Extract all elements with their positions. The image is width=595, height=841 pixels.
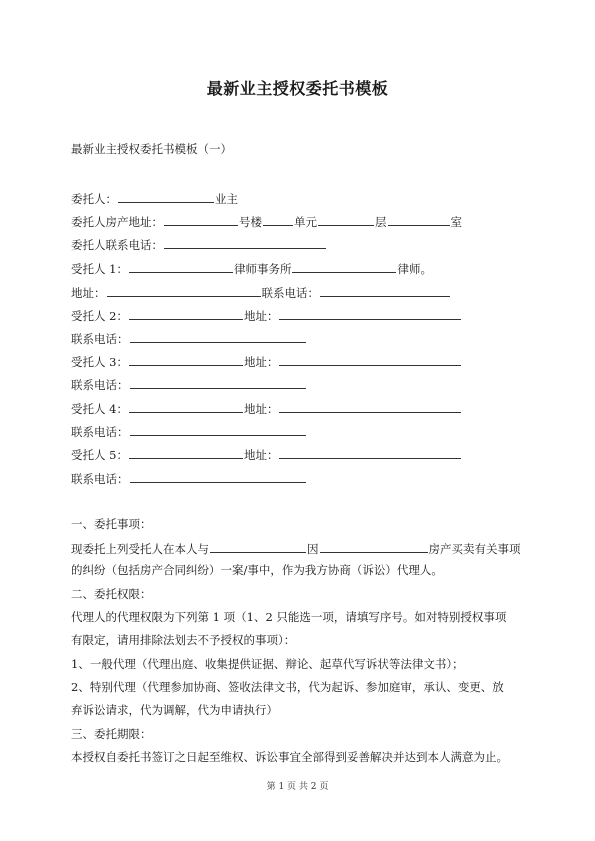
agent2-phone-blank[interactable] (130, 330, 306, 343)
section2-line1: 代理人的代理权限为下列第 1 项（1、2 只能选一项，请填写序号。如对特别授权事项 (71, 610, 507, 624)
agent4-address-blank[interactable] (279, 400, 461, 413)
agent1-firm-blank[interactable] (292, 260, 396, 273)
agent5-name-blank[interactable] (129, 446, 243, 459)
agent1-name-blank[interactable] (129, 260, 233, 273)
page-footer: 第 1 页 共 2 页 (266, 782, 329, 792)
principal-label: 委托人： (71, 192, 117, 206)
section2-special-agency-line2: 弃诉讼请求，代为调解，代为申请执行） (71, 703, 278, 717)
agent4-name-blank[interactable] (129, 400, 243, 413)
section1-paragraph-line1 (71, 540, 521, 556)
property-address-label: 委托人房产地址： (71, 215, 163, 229)
floor-label: 层 (375, 215, 387, 229)
agent4-label: 受托人 4： (71, 402, 128, 416)
floor-blank[interactable] (318, 213, 374, 226)
principal-blank[interactable] (118, 190, 214, 203)
section3-paragraph: 本授权自委托书签订之日起至维权、诉讼事宜全部得到妥善解决并达到本人满意为止。 (71, 750, 508, 764)
agent4-phone-label: 联系电话： (71, 425, 129, 439)
agent1-address-line (71, 284, 451, 300)
agent3-label: 受托人 3： (71, 355, 128, 369)
room-label: 室 (450, 215, 462, 229)
agent5-phone-label: 联系电话： (71, 472, 129, 486)
section3-heading: 三、委托期限： (71, 727, 152, 741)
agent2-name-blank[interactable] (129, 307, 243, 320)
section2-general-agency: 1、一般代理（代理出庭、收集提供证据、辩论、起草代写诉状等法律文书）； (71, 657, 464, 671)
agent3-address-label: 地址： (243, 355, 279, 369)
agent2-address-blank[interactable] (279, 307, 461, 320)
agent2-label: 受托人 2： (71, 309, 128, 323)
subtitle: 最新业主授权委托书模板（一） (71, 142, 232, 156)
section1-paragraph-line2: 的纠纷（包括房产合同纠纷）一案/事中，作为我方协商（诉讼）代理人。 (71, 563, 443, 577)
principal-phone-blank[interactable] (164, 236, 326, 249)
agent1-line (71, 260, 432, 276)
agent1-address-label: 地址： (71, 286, 106, 300)
agent1-phone-label: 联系电话： (261, 286, 319, 300)
section1-heading: 一、委托事项： (71, 517, 152, 531)
agent4-phone-blank[interactable] (130, 423, 306, 436)
principal-suffix: 业主 (215, 192, 238, 206)
agent1-phone-blank[interactable] (320, 284, 450, 297)
agent5-line (71, 446, 462, 462)
section2-special-agency-line1: 2、特别代理（代理参加协商、签收法律文书，代为起诉、参加庭审，承认、变更、放 (71, 680, 504, 694)
principal-line (71, 190, 238, 206)
building-label: 号楼 (239, 215, 262, 229)
principal-phone-line (71, 236, 327, 252)
section1-text-c: 房产买卖有关事项 (428, 542, 521, 556)
agent1-address-blank[interactable] (107, 284, 261, 297)
agent5-address-blank[interactable] (279, 446, 461, 459)
agent2-line (71, 307, 462, 323)
unit-label: 单元 (294, 215, 317, 229)
section2-heading: 二、委托权限： (71, 587, 152, 601)
counterparty-blank[interactable] (210, 540, 306, 553)
section1-text-a: 现委托上列受托人在本人与 (71, 542, 209, 556)
agent2-phone-label: 联系电话： (71, 332, 129, 346)
agent2-address-label: 地址： (243, 309, 279, 323)
agent3-name-blank[interactable] (129, 353, 243, 366)
agent1-firm-label: 律师事务所 (233, 262, 292, 276)
principal-phone-label: 委托人联系电话： (71, 238, 163, 252)
agent5-phone-blank[interactable] (130, 470, 306, 483)
agent4-phone-line (71, 423, 307, 439)
agent2-phone-line (71, 330, 307, 346)
agent3-phone-label: 联系电话： (71, 378, 129, 392)
reason-blank[interactable] (320, 540, 428, 553)
agent3-address-blank[interactable] (279, 353, 461, 366)
agent5-label: 受托人 5： (71, 448, 128, 462)
agent5-phone-line (71, 470, 307, 486)
agent3-phone-blank[interactable] (130, 376, 306, 389)
room-blank[interactable] (388, 213, 450, 226)
document-title: 最新业主授权委托书模板 (206, 79, 389, 98)
agent5-address-label: 地址： (243, 448, 279, 462)
building-blank[interactable] (164, 213, 238, 226)
property-address-line (71, 213, 462, 229)
agent1-label: 受托人 1： (71, 262, 128, 276)
agent4-address-label: 地址： (243, 402, 279, 416)
agent3-line (71, 353, 462, 369)
agent1-suffix: 律师。 (397, 262, 432, 276)
unit-blank[interactable] (263, 213, 293, 226)
section1-text-b: 因 (307, 542, 319, 556)
agent4-line (71, 400, 462, 416)
agent3-phone-line (71, 376, 307, 392)
section2-line2: 有限定，请用排除法划去不予授权的事项）： (71, 633, 296, 647)
